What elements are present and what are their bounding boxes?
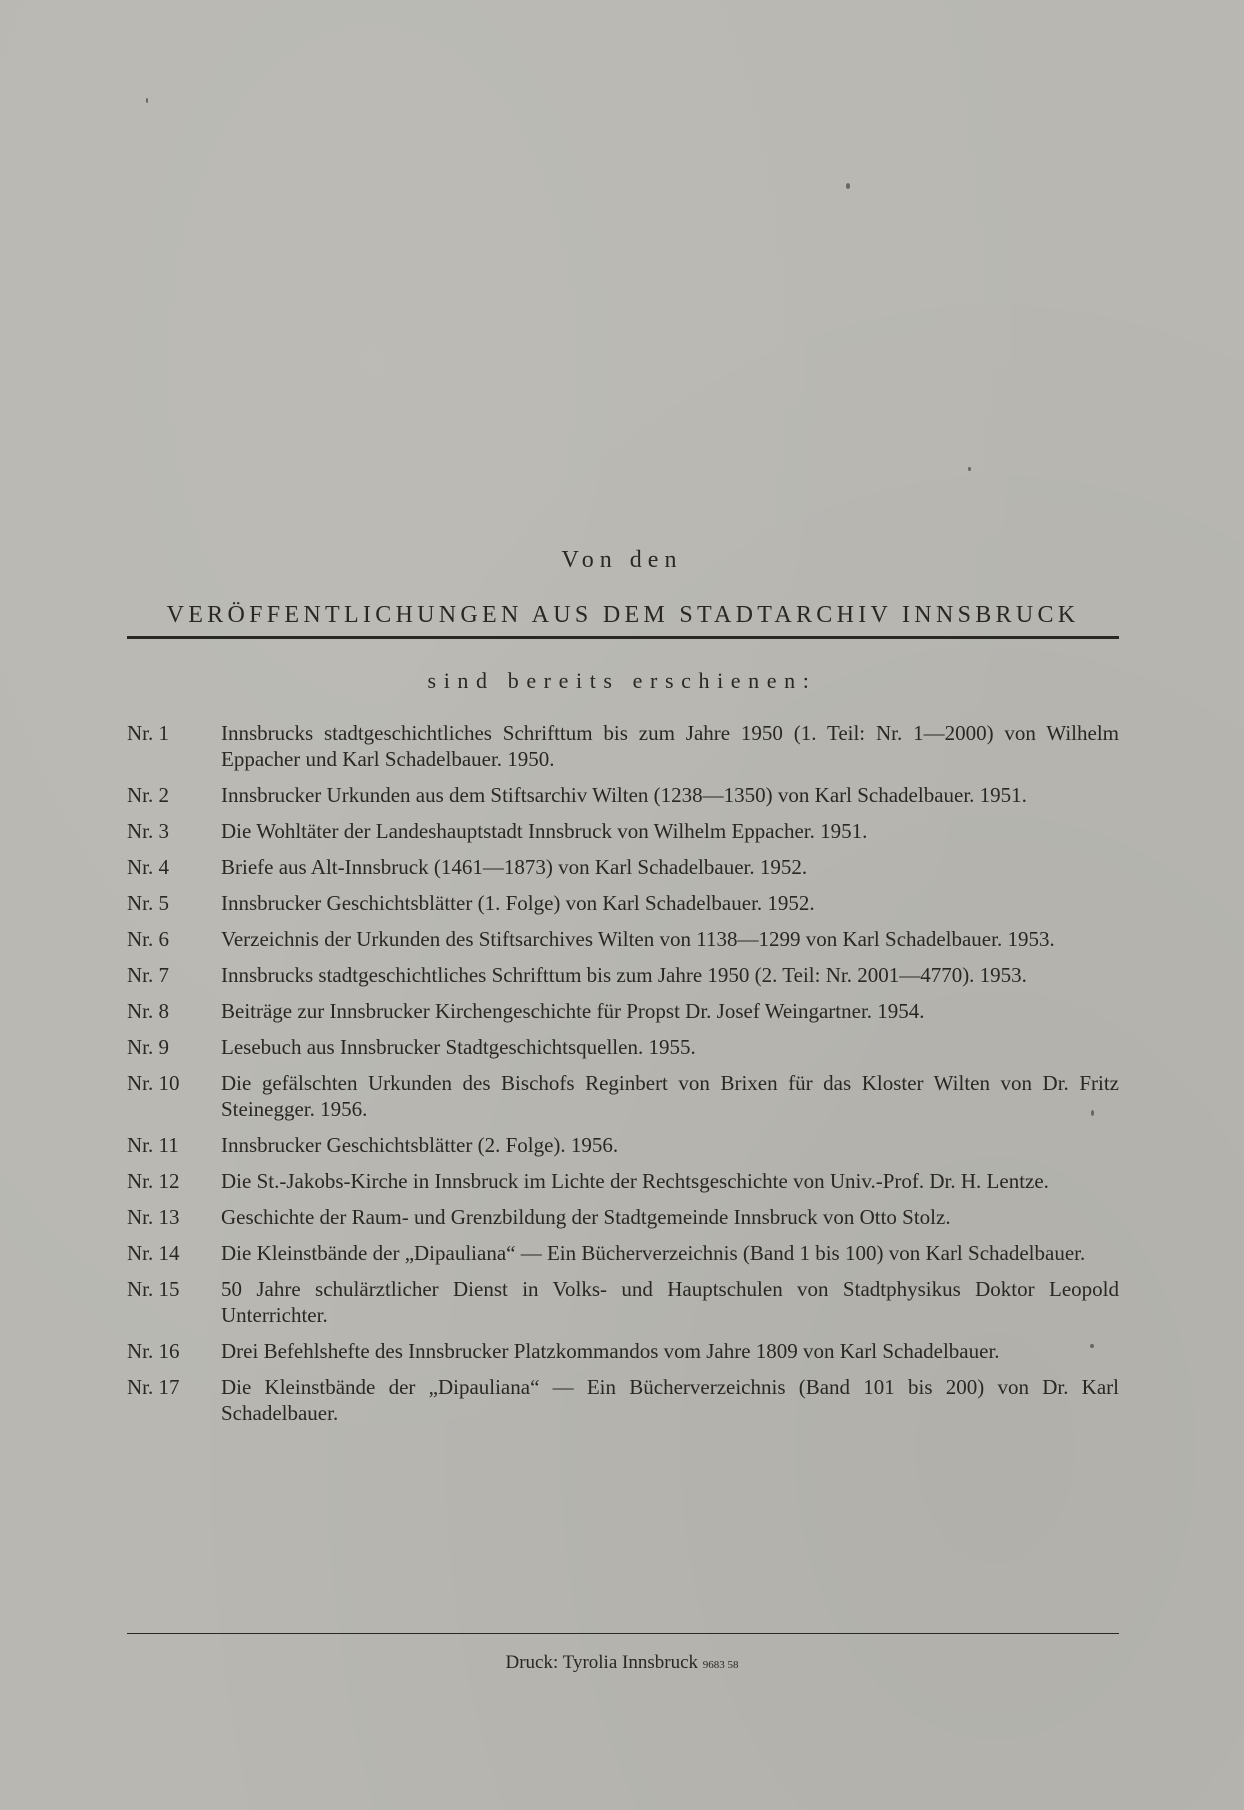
publication-item [127,890,1119,916]
publication-list [127,720,1119,1426]
publication-title: Die Wohltäter der Landeshauptstadt Innsbruck von Wilhelm Eppacher. 1951. [221,819,868,843]
publication-item [127,926,1119,952]
publication-number: Nr. 7 [127,963,169,987]
publication-title: Lesebuch aus Innsbrucker Stadtgeschichtsquellen. 1955. [221,1035,696,1059]
publication-title: Innsbrucks stadtgeschichtliches Schrifttum bis zum Jahre 1950 (1. Teil: Nr. 1—2000) von Wilhelm Eppacher und Karl Schadelbauer. 1950. [221,721,1119,771]
subtitle: sind bereits erschienen: [427,668,817,693]
publication-item [127,1070,1119,1122]
intro-text: Von den [561,547,683,573]
publication-title: Innsbrucker Geschichtsblätter (1. Folge) von Karl Schadelbauer. 1952. [221,891,815,915]
publication-item [127,1276,1119,1328]
paper-speck [846,183,850,189]
publication-number: Nr. 8 [127,999,169,1023]
publication-number: Nr. 6 [127,927,169,951]
publication-item [127,1338,1119,1364]
paper-speck [146,98,148,103]
printer-name: Druck: Tyrolia Innsbruck [505,1652,698,1673]
title-rule [127,636,1119,639]
publication-item [127,854,1119,880]
publication-title: 50 Jahre schulärztlicher Dienst in Volks- und Hauptschulen von Stadtphysikus Doktor Leopold Unterrichter. [221,1277,1119,1327]
publication-number: Nr. 10 [127,1071,180,1095]
publication-number: Nr. 1 [127,721,169,745]
publication-number: Nr. 5 [127,891,169,915]
publication-number: Nr. 4 [127,855,169,879]
publication-item [127,1168,1119,1194]
publication-title: Innsbrucker Urkunden aus dem Stiftsarchiv Wilten (1238—1350) von Karl Schadelbauer. 1951. [221,783,1027,807]
publication-title: Die Kleinstbände der „Dipauliana“ — Ein Bücherverzeichnis (Band 101 bis 200) von Dr. Karl Schadelbauer. [221,1375,1119,1425]
publication-item [127,818,1119,844]
publication-title: Innsbrucker Geschichtsblätter (2. Folge). 1956. [221,1133,619,1157]
publication-number: Nr. 2 [127,783,169,807]
publication-item [127,1240,1119,1266]
publication-title: Geschichte der Raum- und Grenzbildung der Stadtgemeinde Innsbruck von Otto Stolz. [221,1205,951,1229]
publication-number: Nr. 3 [127,819,169,843]
publication-title: Drei Befehlshefte des Innsbrucker Platzkommandos vom Jahre 1809 von Karl Schadelbauer. [221,1339,1000,1363]
publication-number: Nr. 15 [127,1277,180,1301]
publication-item [127,1374,1119,1426]
publication-number: Nr. 13 [127,1205,180,1229]
publication-title: Die St.-Jakobs-Kirche in Innsbruck im Lichte der Rechtsgeschichte von Univ.-Prof. Dr. H. Lentze. [221,1169,1049,1193]
publication-title: Beiträge zur Innsbrucker Kirchengeschichte für Propst Dr. Josef Weingartner. 1954. [221,999,925,1023]
print-code: 9683 58 [702,1659,739,1671]
publication-number: Nr. 17 [127,1375,180,1399]
publication-item [127,1132,1119,1158]
series-title: VERÖFFENTLICHUNGEN AUS DEM STADTARCHIV INNSBRUCK [166,602,1080,628]
publication-number: Nr. 12 [127,1169,180,1193]
publication-title: Verzeichnis der Urkunden des Stiftsarchives Wilten von 1138—1299 von Karl Schadelbauer. 1953. [221,927,1055,951]
publication-title: Briefe aus Alt-Innsbruck (1461—1873) von Karl Schadelbauer. 1952. [221,855,808,879]
publication-item [127,1204,1119,1230]
paper-speck [968,467,971,471]
footer-rule [127,1633,1119,1634]
publication-title: Die gefälschten Urkunden des Bischofs Reginbert von Brixen für das Kloster Wilten von Dr. Fritz Steinegger. 1956. [221,1071,1119,1121]
publication-item [127,998,1119,1024]
publication-item [127,1034,1119,1060]
publication-item [127,720,1119,772]
publication-number: Nr. 11 [127,1133,179,1157]
publication-title: Innsbrucks stadtgeschichtliches Schrifttum bis zum Jahre 1950 (2. Teil: Nr. 2001—4770). 1953. [221,963,1027,987]
publication-title: Die Kleinstbände der „Dipauliana“ — Ein Bücherverzeichnis (Band 1 bis 100) von Karl Schadelbauer. [221,1241,1086,1265]
publication-number: Nr. 9 [127,1035,169,1059]
printer-imprint [0,1652,1244,1674]
publication-item [127,782,1119,808]
publication-item [127,962,1119,988]
publication-number: Nr. 14 [127,1241,180,1265]
publication-number: Nr. 16 [127,1339,180,1363]
